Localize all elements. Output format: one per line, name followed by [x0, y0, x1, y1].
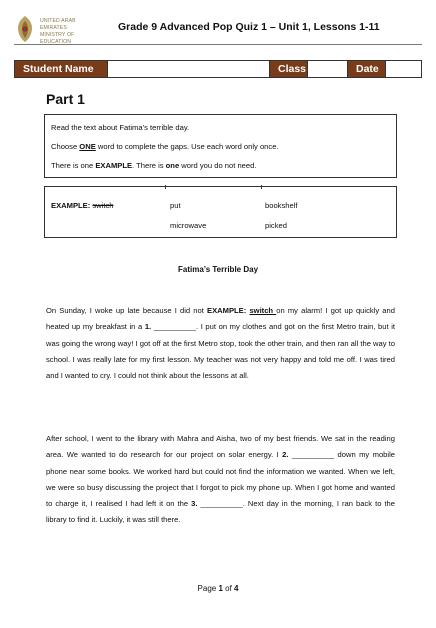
class-label: Class — [269, 61, 307, 77]
gap-number-1: 1. — [144, 322, 152, 332]
page-word: Page — [197, 584, 219, 593]
word-bank-word: put — [170, 201, 181, 210]
story-title: Fatima’s Terrible Day — [177, 265, 259, 274]
example-label: EXAMPLE: — [207, 306, 247, 315]
student-info-bar — [14, 60, 422, 78]
date-label: Date — [347, 61, 385, 77]
page-footer — [0, 584, 436, 593]
example-label: EXAMPLE: — [51, 201, 91, 210]
instruction-text: . There is — [132, 161, 166, 170]
instruction-text: word you do not need. — [179, 161, 257, 170]
instruction-line-3 — [51, 161, 256, 170]
date-field[interactable] — [385, 61, 421, 77]
student-name-field[interactable] — [107, 61, 269, 77]
quiz-title: Grade 9 Advanced Pop Quiz 1 – Unit 1, Lessons 1-11 — [118, 21, 380, 33]
instruction-line-2 — [51, 142, 279, 151]
story-paragraph-2 — [46, 431, 395, 529]
instruction-emphasis: EXAMPLE — [95, 161, 133, 170]
org-line-1: UNITED ARAB EMIRATES — [40, 18, 76, 31]
example-answer: switch — [249, 306, 277, 315]
word-bank-example — [51, 201, 113, 210]
gap-number-3: 3. — [191, 499, 198, 509]
of-word: of — [222, 584, 235, 593]
instruction-line-1: Read the text about Fatima’s terrible day. — [51, 123, 190, 132]
gap-number-2: 2. — [282, 450, 289, 460]
paragraph-text: __________. Next day in the morning, I ran back to the library to find it. Luckily, it was still there. — [46, 499, 395, 525]
paragraph-text: __________ down my mobile phone near some books. We worked hard but could not find the information we wanted. When we left, we were so busy discussing the project that I forgot to pick my phone up. When I got home and wanted to charge it, I realised I had left it on the — [46, 450, 395, 509]
paragraph-text: on my alarm! I got up quickly and heated up my breakfast in a — [46, 306, 395, 332]
paragraph-text: After school, I went to the library with Mahra and Aisha, two of my best friends. We sat in the reading area. We wanted to do research for our project on solar energy. I — [46, 434, 395, 460]
falcon-emblem-icon — [14, 14, 36, 44]
instruction-text: word to complete the gaps. Use each word only once. — [95, 142, 279, 151]
box-tick — [165, 185, 166, 189]
instruction-text: Choose — [51, 142, 80, 151]
student-name-label: Student Name — [15, 61, 107, 77]
header-divider — [14, 44, 422, 45]
instructions-box — [44, 114, 397, 178]
instruction-emphasis: ONE — [79, 142, 96, 151]
class-field[interactable] — [307, 61, 347, 77]
instruction-emphasis: one — [165, 161, 180, 170]
word-bank-box — [44, 186, 397, 238]
word-bank-word: bookshelf — [265, 201, 298, 210]
paragraph-text: On Sunday, I woke up late because I did not — [46, 306, 208, 315]
page-number: 1 — [218, 584, 223, 593]
story-paragraph-1 — [46, 303, 395, 384]
word-bank-word: microwave — [170, 221, 207, 230]
box-tick — [261, 185, 262, 189]
example-word: switch — [92, 201, 114, 210]
org-line-2: MINISTRY OF EDUCATION — [40, 32, 75, 45]
instruction-text: There is one — [51, 161, 96, 170]
word-bank-word: picked — [265, 221, 287, 230]
gap-blank-1[interactable]: __________ — [151, 322, 196, 332]
ministry-logo — [14, 12, 100, 48]
paragraph-text: . I put on my clothes and got on the first Metro train, but it was going the wrong way! I got off at the first Metro stop, took the other train, and then ran all the way to school. I was really late for my first lesson. My teacher was not very happy and told me off. I was tired and I wanted to cry. I could not think about the lessons at all. — [46, 322, 395, 381]
part-title: Part 1 — [46, 91, 85, 107]
page-total: 4 — [234, 584, 239, 593]
ministry-name — [40, 18, 100, 46]
